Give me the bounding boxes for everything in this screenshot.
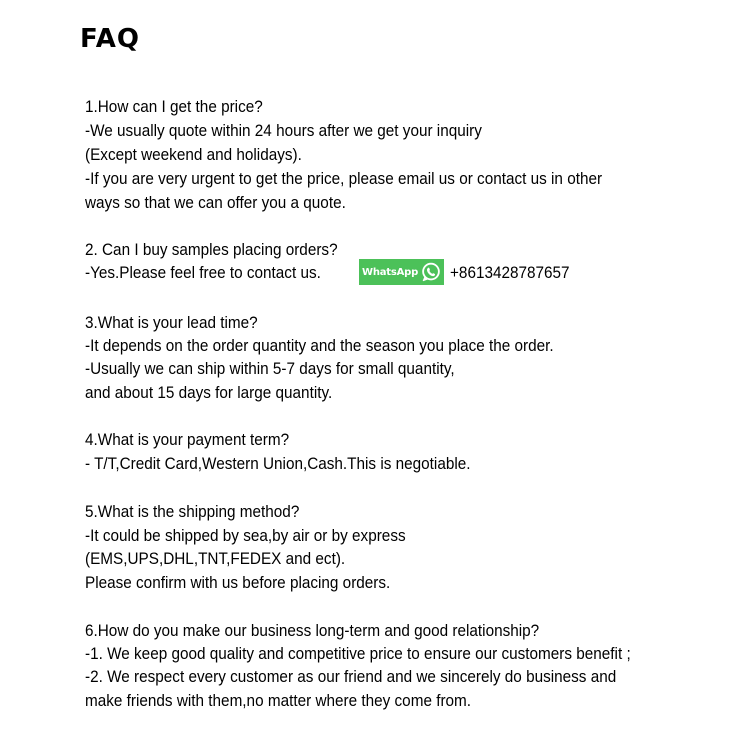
faq-answer-1-line-3: -If you are very urgent to get the price, please email us or contact us in other xyxy=(85,169,603,188)
faq-answer-3-line-2: -Usually we can ship within 5-7 days for small quantity, xyxy=(85,359,455,378)
faq-answer-2: -Yes.Please feel free to contact us. xyxy=(85,263,321,282)
whatsapp-badge[interactable] xyxy=(359,259,444,285)
faq-answer-5-line-3: Please confirm with us before placing orders. xyxy=(85,573,391,592)
faq-answer-1-line-1: -We usually quote within 24 hours after we get your inquiry xyxy=(85,121,482,140)
faq-question-2: 2. Can I buy samples placing orders? xyxy=(85,240,338,259)
faq-answer-4-line-1: - T/T,Credit Card,Western Union,Cash.This is negotiable. xyxy=(85,454,471,473)
faq-answer-6-line-1: -1. We keep good quality and competitive price to ensure our customers benefit ; xyxy=(85,644,631,663)
faq-question-6: 6.How do you make our business long-term and good relationship? xyxy=(85,621,540,640)
faq-question-3: 3.What is your lead time? xyxy=(85,313,258,332)
faq-answer-5-line-2: (EMS,UPS,DHL,TNT,FEDEX and ect). xyxy=(85,549,346,568)
faq-answer-3-line-1: -It depends on the order quantity and the season you place the order. xyxy=(85,336,554,355)
faq-question-5: 5.What is the shipping method? xyxy=(85,502,300,521)
faq-answer-5-line-1: -It could be shipped by sea,by air or by express xyxy=(85,526,406,545)
faq-question-1: 1.How can I get the price? xyxy=(85,97,263,116)
faq-answer-1-line-2: (Except weekend and holidays). xyxy=(85,145,302,164)
phone-number[interactable]: +8613428787657 xyxy=(450,263,570,282)
faq-answer-1-line-4: ways so that we can offer you a quote. xyxy=(85,193,346,212)
faq-answer-3-line-3: and about 15 days for large quantity. xyxy=(85,383,333,402)
faq-answer-6-line-3: make friends with them,no matter where they come from. xyxy=(85,691,472,710)
faq-answer-6-line-2: -2. We respect every customer as our friend and we sincerely do business and xyxy=(85,667,617,686)
whatsapp-icon xyxy=(420,261,442,283)
faq-question-4: 4.What is your payment term? xyxy=(85,430,290,449)
whatsapp-label: WhatsApp xyxy=(362,266,419,278)
page-title: FAQ xyxy=(80,24,141,54)
